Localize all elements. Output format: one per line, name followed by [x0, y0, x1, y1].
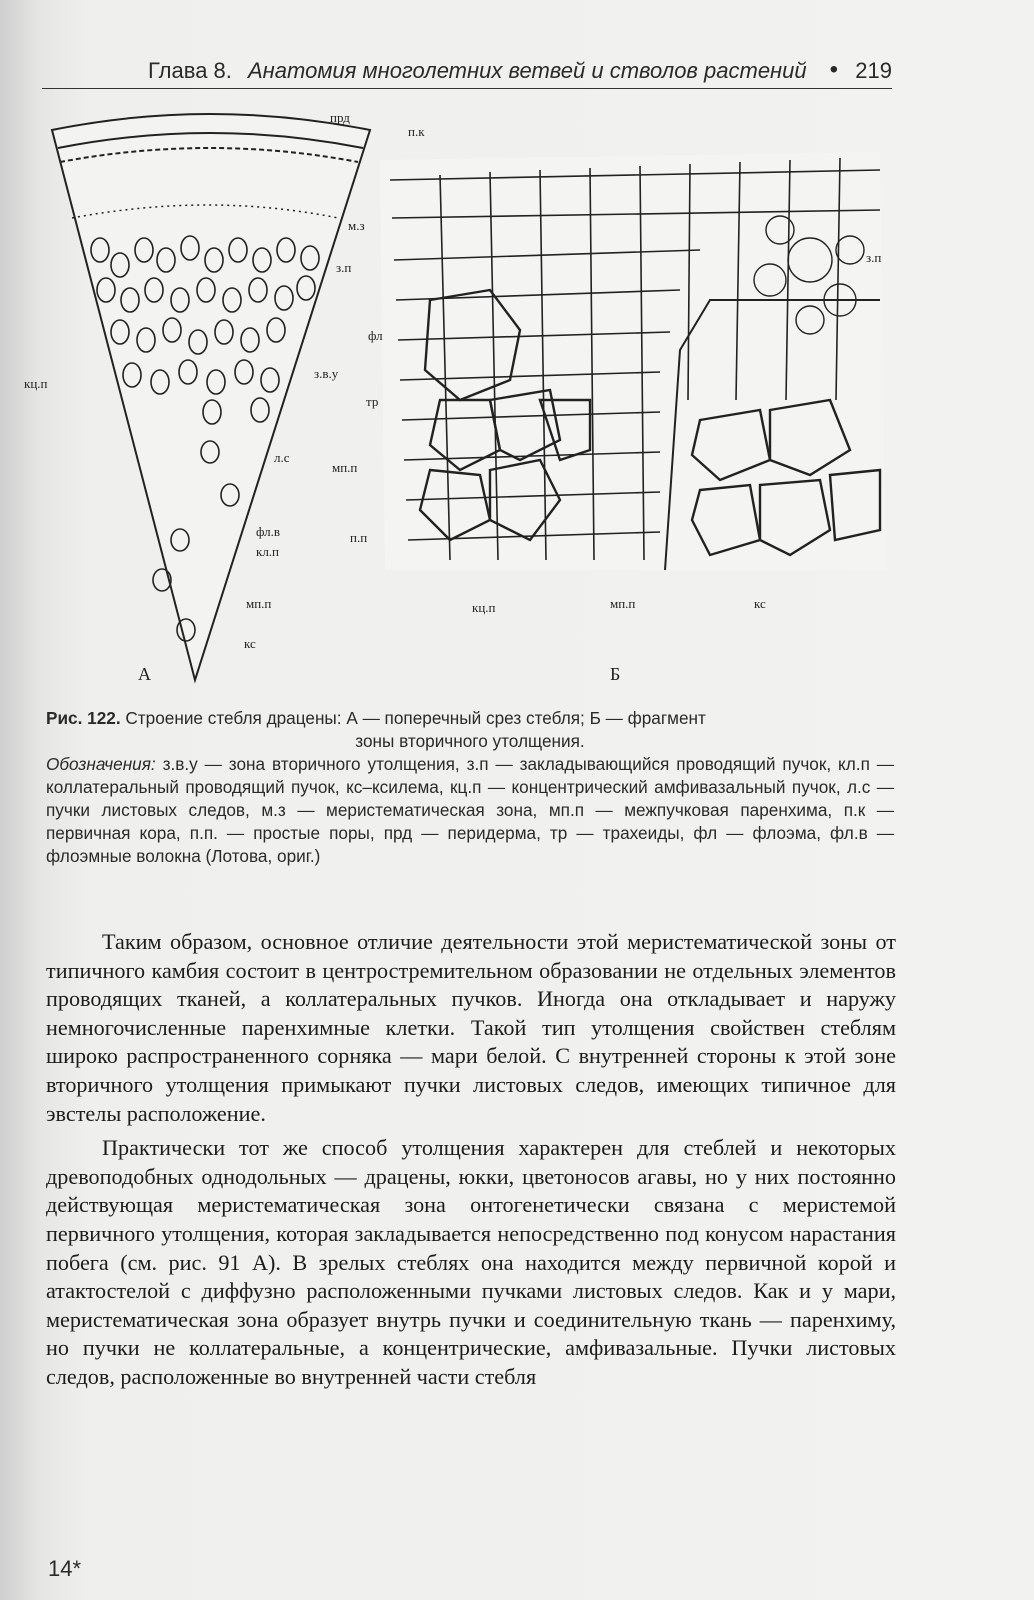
label-b-ks: кс	[754, 596, 766, 611]
figure-caption	[46, 707, 894, 868]
notes-text: з.в.у — зона вторичного утолщения, з.п — закладывающийся проводящий пучок, кл.п — коллатеральный проводящий пучок, кс–ксилема, кц.п — концентрический амфивазальный пучок, л.с — пучки листовых следов, м.з — меристематическая зона, мп.п — межпучковая паренхима, п.к — первичная кора, п.п. — простые поры, прд — перидерма, тр — трахеиды, фл — флоэма, фл.в — флоэмные волокна (Лотова, ориг.)	[46, 754, 894, 866]
caption-number: Рис. 122.	[46, 708, 121, 728]
label-b-pk: п.к	[408, 124, 425, 139]
caption-title: Строение стебля драцены: А — поперечный срез стебля; Б — фрагмент	[125, 708, 706, 728]
header-separator: •	[829, 56, 838, 83]
label-a-ks: кс	[244, 636, 256, 651]
figure-122	[20, 100, 900, 700]
label-b-fl: фл	[368, 328, 383, 343]
panel-b-label: Б	[610, 664, 621, 684]
paragraph-1: Таким образом, основное отличие деятельности этой меристематической зоны от типичного камбия состоит в центростремительном образовании не отдельных элементов проводящих тканей, а коллатеральных пучков. Иногда она откладывает и наружу немногочисленные паренхимные клетки. Такой тип утолщения свойствен стеблям широко распространенного сорняка — мари белой. С внутренней стороны к этой зоне вторичного утолщения примыкают пучки листовых следов, имеющих типичное для эвстелы расположение.	[46, 929, 896, 1126]
label-b-mpp-left: мп.п	[332, 460, 358, 475]
label-b-kcp: кц.п	[472, 600, 496, 615]
caption-line1	[46, 707, 894, 730]
label-a-prd: прд	[330, 110, 350, 125]
label-b-tr: тр	[366, 394, 379, 409]
notes-label: Обозначения:	[46, 754, 156, 774]
label-b-pp: п.п	[350, 530, 368, 545]
page-number: 219	[855, 58, 892, 83]
label-a-flv: фл.в	[256, 524, 280, 539]
label-a-mz: м.з	[348, 218, 365, 233]
label-a-klp: кл.п	[256, 544, 280, 559]
label-b-mpp-bottom: мп.п	[610, 596, 636, 611]
caption-title-continued: зоны вторичного утолщения.	[355, 731, 585, 751]
chapter-title: Анатомия многолетних ветвей и стволов растений	[248, 58, 807, 83]
label-a-zvu: з.в.у	[314, 366, 339, 381]
body-text	[46, 928, 896, 1392]
chapter-label: Глава 8.	[148, 58, 232, 83]
running-header	[42, 54, 892, 89]
caption-notes	[46, 753, 894, 868]
signature-mark: 14*	[48, 1556, 82, 1581]
label-a-kcp: кц.п	[24, 376, 48, 391]
paragraph-2: Практически тот же способ утолщения характерен для стеблей и некоторых древоподобных однодольных — драцены, юкки, цветоносов агавы, но у них постоянно действующая меристематическая зона онтогенетически связана с меристемой первичного утолщения, которая закладывается непосредственно под конусом нарастания побега (см. рис. 91 А). В зрелых стеблях она находится между первичной корой и атактостелой с диффузно расположенными пучками листовых следов. Как и у мари, меристематическая зона образует внутрь пучки и соединительную ткань — паренхиму, но пучки не коллатеральные, а концентрические, амфивазальные. Пучки листовых следов, расположенные во внутренней части стебля	[46, 1135, 896, 1389]
panel-a-label: А	[138, 664, 151, 684]
panel-b-drawing	[380, 152, 886, 570]
label-a-mpp: мп.п	[246, 596, 272, 611]
label-b-zp: з.п	[866, 250, 882, 265]
panel-a-drawing	[52, 114, 370, 680]
label-a-zp: з.п	[336, 260, 352, 275]
label-a-ls: л.с	[274, 450, 290, 465]
